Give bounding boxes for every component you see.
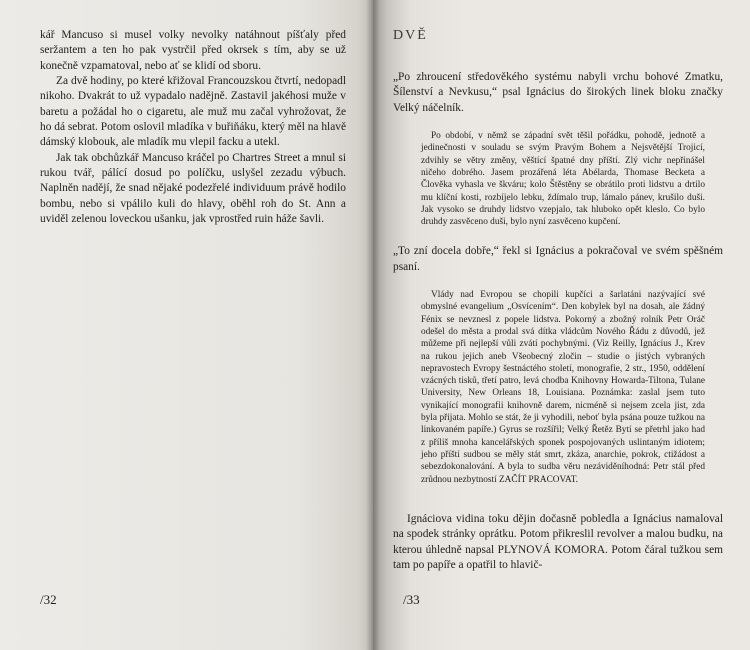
paragraph: Za dvě hodiny, po které křižoval Francouzskou čtvrtí, nedopadl nikoho. Dvakrát to už vypadalo nadějně. Zastavil jakéhosi muže v baretu a požádal ho o cigaretu, ale muž mu začal vyhrožovat, že ho dá sebrat. Potom oslovil mladíka v buřiňáku, který měl na hlavě dámský klobouk, ale mladík mu vlepil facku a utekl. (40, 75, 346, 149)
right-page-text (393, 28, 723, 573)
block-quote: Vlády nad Evropou se chopili kupčíci a šarlatáni nazývající své obmyslné evangelium „Osvícením“. Den kobylek byl na dosah, ale žádný Fénix se nevznesl z popele lidstva. Pokorný a zbožný rolník Petr Oráč odešel do města a prodal svá dítka vládcům Nového Řádu z důvodů, jež můžeme při nejlepší vůli zvátí pochybnými. (Viz Reilly, Ignácius J., Krev na rukou jejich aneb Všeobecný zločin – studie o jistých vybraných nepravostech Evropy šestnáctého století, monografie, 2 str., 1950, oddělení vzácných tisků, třetí patro, levá chodba Knihovny Howarda-Tiltona, Tulane University, New Orleans 18, Louisiana. Poznámka: zaslal jsem tuto vynikající monografii knihovně darem, nicméně si nejsem zcela jist, zda byla přijata. Mohlo se stát, že ji vyhodili, neboť byla psána pouze tužkou na linkovaném papíře.) Gyrus se rozšířil; Velký Řetěz Bytí se přetrhl jako had z příliš mnoha kancelářských sponek pospojovaných uslintaným idiotem; jeho příští sudbou se měly stát smrt, zkáza, anarchie, pokrok, ctižádost a sebezdokonalování. A byla to sudba věru nezáviděníhodná: Petr stál před zrůdnou nezbytností ZAČÍT PRACOVAT. (421, 290, 705, 485)
chapter-title: DVĚ (393, 28, 428, 43)
block-quote: Po období, v němž se západní svět těšil pořádku, pohodě, jednotě a jedinečnosti v souladu se svým Pravým Bohem a Nejsvětější Trojicí, zdvihly se větry změny, věštící špatné dny příští. Zlý vichr nepřinášel ničeho dobrého. Jasem prozářená léta Abélarda, Thomase Becketa a Člověka vyhasla ve škváru; kolo Štěstěny se obrátilo proti lidstvu a drtilo mu klíční kosti, rozbíjelo lebku, ždímalo trup, lámalo pánev, krušilo duši. Jak vysoko se druhdy lidstvo vzepjalo, tak hluboko opět kleslo. Co bylo druhdy zasvěceno duši, bylo nyní zasvěceno kupčení. (421, 131, 705, 228)
paragraph: Jak tak obchůzkář Mancuso kráčel po Chartres Street a mnul si rukou tvář, pálící dosud po políčku, uslyšel zezadu výbuch. Naplněn nadějí, že snad nějaké podezřelé individuum právě hodilo bombu, nebo si vpálilo kuli do hlavy, oběhl roh do St. Ann a uviděl zelenou loveckou ušanku, jak vprostřed ruin háže šavli. (40, 151, 346, 226)
left-page-text (40, 28, 346, 227)
paragraph: „Po zhroucení středověkého systému nabyli vrchu bohové Zmatku, Šílenství a Nevkusu,“ psal Ignácius do širokých linek bloku značky Velký náčelník. (393, 71, 723, 114)
right-page (373, 0, 750, 650)
page-number: /33 (403, 592, 420, 607)
paragraph: kář Mancuso si musel volky nevolky natáhnout píšťaly před seržantem a ten ho pak vystrčil před okrsek s tím, aby se už konečně vzpamatoval, nebo ať se klidí od sboru. (40, 29, 346, 72)
paragraph: Ignáciova vidina toku dějin dočasně pobledla a Ignácius namaloval na spodek stránky oprátku. Potom přikreslil revolver a malou budku, na kterou úhledně napsal PLYNOVÁ KOMORA. Potom čáral tužkou sem tam po papíře a opatřil to hlavič- (393, 512, 723, 571)
paragraph: „To zní docela dobře,“ řekl si Ignácius a pokračoval ve svém spěšném psaní. (393, 245, 723, 273)
page-number: /32 (40, 592, 57, 607)
left-page (0, 0, 373, 650)
book-gutter (366, 0, 380, 650)
